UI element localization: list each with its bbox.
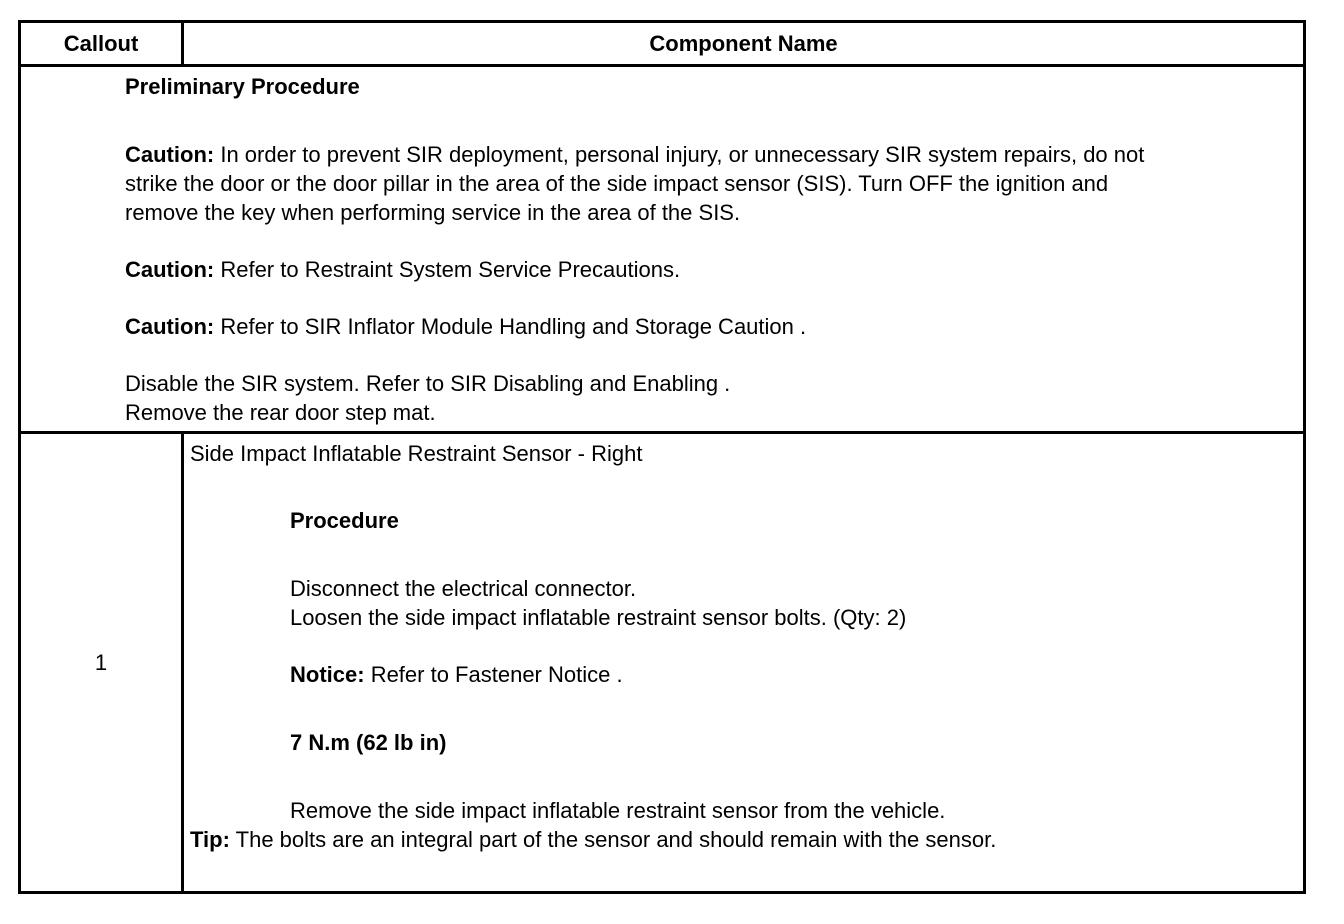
caution-restraint-precautions: Caution: Refer to Restraint System Service Precautions. xyxy=(125,257,681,282)
notice-fastener: Notice: Refer to Fastener Notice . xyxy=(290,662,623,687)
callout-cell xyxy=(21,434,184,891)
notice-label: Notice: xyxy=(290,662,365,687)
step-disable-sir: Disable the SIR system. Refer to SIR Disabling and Enabling . xyxy=(125,371,731,396)
step-disconnect-connector: Disconnect the electrical connector. xyxy=(290,576,637,601)
caution-sir-deployment: Caution: In order to prevent SIR deployment, personal injury, or unnecessary SIR system repairs, do not xyxy=(125,142,1145,167)
table-header-row xyxy=(21,23,1303,67)
caution-label: Caution: xyxy=(125,142,215,167)
preliminary-title: Preliminary Procedure xyxy=(125,74,360,99)
caution-label: Caution: xyxy=(125,257,215,282)
component-name: Side Impact Inflatable Restraint Sensor - Right xyxy=(190,441,643,466)
tip-label: Tip: xyxy=(190,827,230,852)
preliminary-procedure-row xyxy=(21,67,1303,434)
procedure-title: Procedure xyxy=(290,508,399,533)
torque-spec: 7 N.m (62 lb in) xyxy=(290,730,447,755)
step-loosen-bolts: Loosen the side impact inflatable restraint sensor bolts. (Qty: 2) xyxy=(290,605,907,630)
procedure-table xyxy=(18,20,1306,894)
header-callout: Callout xyxy=(21,23,184,64)
tip-bolts: Tip: The bolts are an integral part of the sensor and should remain with the sensor. xyxy=(190,827,997,852)
step-remove-step-mat: Remove the rear door step mat. xyxy=(125,400,436,425)
caution-label: Caution: xyxy=(125,314,215,339)
caution-inflator-handling: Caution: Refer to SIR Inflator Module Handling and Storage Caution . xyxy=(125,314,807,339)
step-remove-sensor: Remove the side impact inflatable restraint sensor from the vehicle. xyxy=(290,798,946,823)
caution-sir-deployment-line2: strike the door or the door pillar in the area of the side impact sensor (SIS). Turn OFF the ignition and xyxy=(125,171,1109,196)
callout-number: 1 xyxy=(94,650,108,675)
table-row xyxy=(21,434,1303,891)
header-component-name: Component Name xyxy=(649,31,838,56)
caution-sir-deployment-line3: remove the key when performing service in the area of the SIS. xyxy=(125,200,741,225)
